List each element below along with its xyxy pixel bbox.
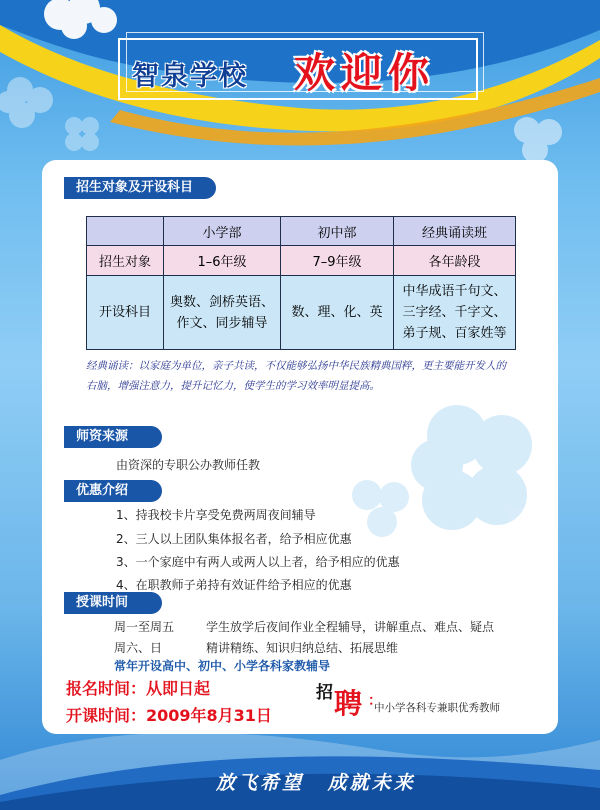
row-label: 开设科目 xyxy=(87,276,164,350)
school-name: 智泉学校 xyxy=(132,61,248,92)
table-cell xyxy=(394,276,516,350)
table-header-row xyxy=(87,217,516,246)
class-start-time: 开课时间：2009年8月31日 xyxy=(66,706,272,725)
table-cell xyxy=(281,276,394,350)
schedule-days: 周一至周五 xyxy=(114,620,175,634)
table-header-cell: 小学部 xyxy=(164,217,281,246)
cell-line: 数、理、化、英 xyxy=(291,305,383,320)
welcome-title: 欢迎你 xyxy=(294,49,435,97)
discount-item: 3、一个家庭中有两人或两人以上者，给予相应的优惠 xyxy=(116,555,400,569)
table-header-cell xyxy=(87,217,164,246)
table-cell: 7–9年级 xyxy=(281,246,394,276)
recruit-char-2: 聘 xyxy=(334,687,363,720)
flower-watermark-icon xyxy=(402,390,552,550)
schedule-days: 周六、日 xyxy=(114,641,163,655)
recruit-char-1: 招 xyxy=(316,683,333,703)
cell-line: 中华成语千句文、 xyxy=(402,284,507,299)
table-cell: 1–6年级 xyxy=(164,246,281,276)
row-label: 招生对象 xyxy=(87,246,164,276)
flower-watermark-icon xyxy=(342,470,422,550)
teachers-text: 由资深的专职公办教师任教 xyxy=(116,458,261,472)
content-card xyxy=(42,160,558,734)
tutoring-line: 常年开设高中、初中、小学各科家教辅导 xyxy=(114,659,331,673)
table-header-cell: 初中部 xyxy=(281,217,394,246)
cell-line: 作文、同步辅导 xyxy=(176,315,268,331)
table-row xyxy=(87,276,516,350)
classic-reading-note: 经典诵读：以家庭为单位，亲子共读，不仅能够弘扬中华民族精典国粹，更主要能开发人的右脑，增强注意力，提升记忆力，使学生的学习效率明显提高。 xyxy=(86,360,506,392)
discount-item: 1、持我校卡片享受免费两周夜间辅导 xyxy=(116,508,316,522)
flower-decoration-icon xyxy=(0,70,60,140)
discount-item: 2、三人以上团队集体报名者，给予相应优惠 xyxy=(116,532,352,546)
section-heading-teachers: 师资来源 xyxy=(64,426,162,448)
discount-item: 4、在职教师子弟持有效证件给予相应的优惠 xyxy=(116,578,352,592)
section-heading-enrollment: 招生对象及开设科目 xyxy=(64,177,216,199)
table-header-cell: 经典诵读班 xyxy=(394,217,516,246)
section-heading-schedule: 授课时间 xyxy=(64,592,162,614)
schedule-content: 精讲精练、知识归纳总结、拓展思维 xyxy=(206,641,399,655)
table-cell xyxy=(164,276,281,350)
enrollment-table xyxy=(86,216,516,350)
recruit-colon: ： xyxy=(368,693,382,709)
schedule-content: 学生放学后夜间作业全程辅导，讲解重点、难点、疑点 xyxy=(206,620,495,634)
footer-slogan: 放飞希望 成就未来 xyxy=(216,772,416,794)
table-row xyxy=(87,246,516,276)
registration-time: 报名时间：从即日起 xyxy=(66,679,211,698)
section-heading-discounts: 优惠介绍 xyxy=(64,480,162,502)
cell-line: 奥数、剑桥英语、 xyxy=(169,294,274,310)
flower-decoration-icon xyxy=(60,112,104,156)
cell-line: 三字经、千字文、 xyxy=(402,305,507,320)
table-cell: 各年龄段 xyxy=(394,246,516,276)
cell-line: 弟子规、百家姓等 xyxy=(402,326,507,341)
recruit-text: 中小学各科专兼职优秀教师 xyxy=(374,702,500,714)
